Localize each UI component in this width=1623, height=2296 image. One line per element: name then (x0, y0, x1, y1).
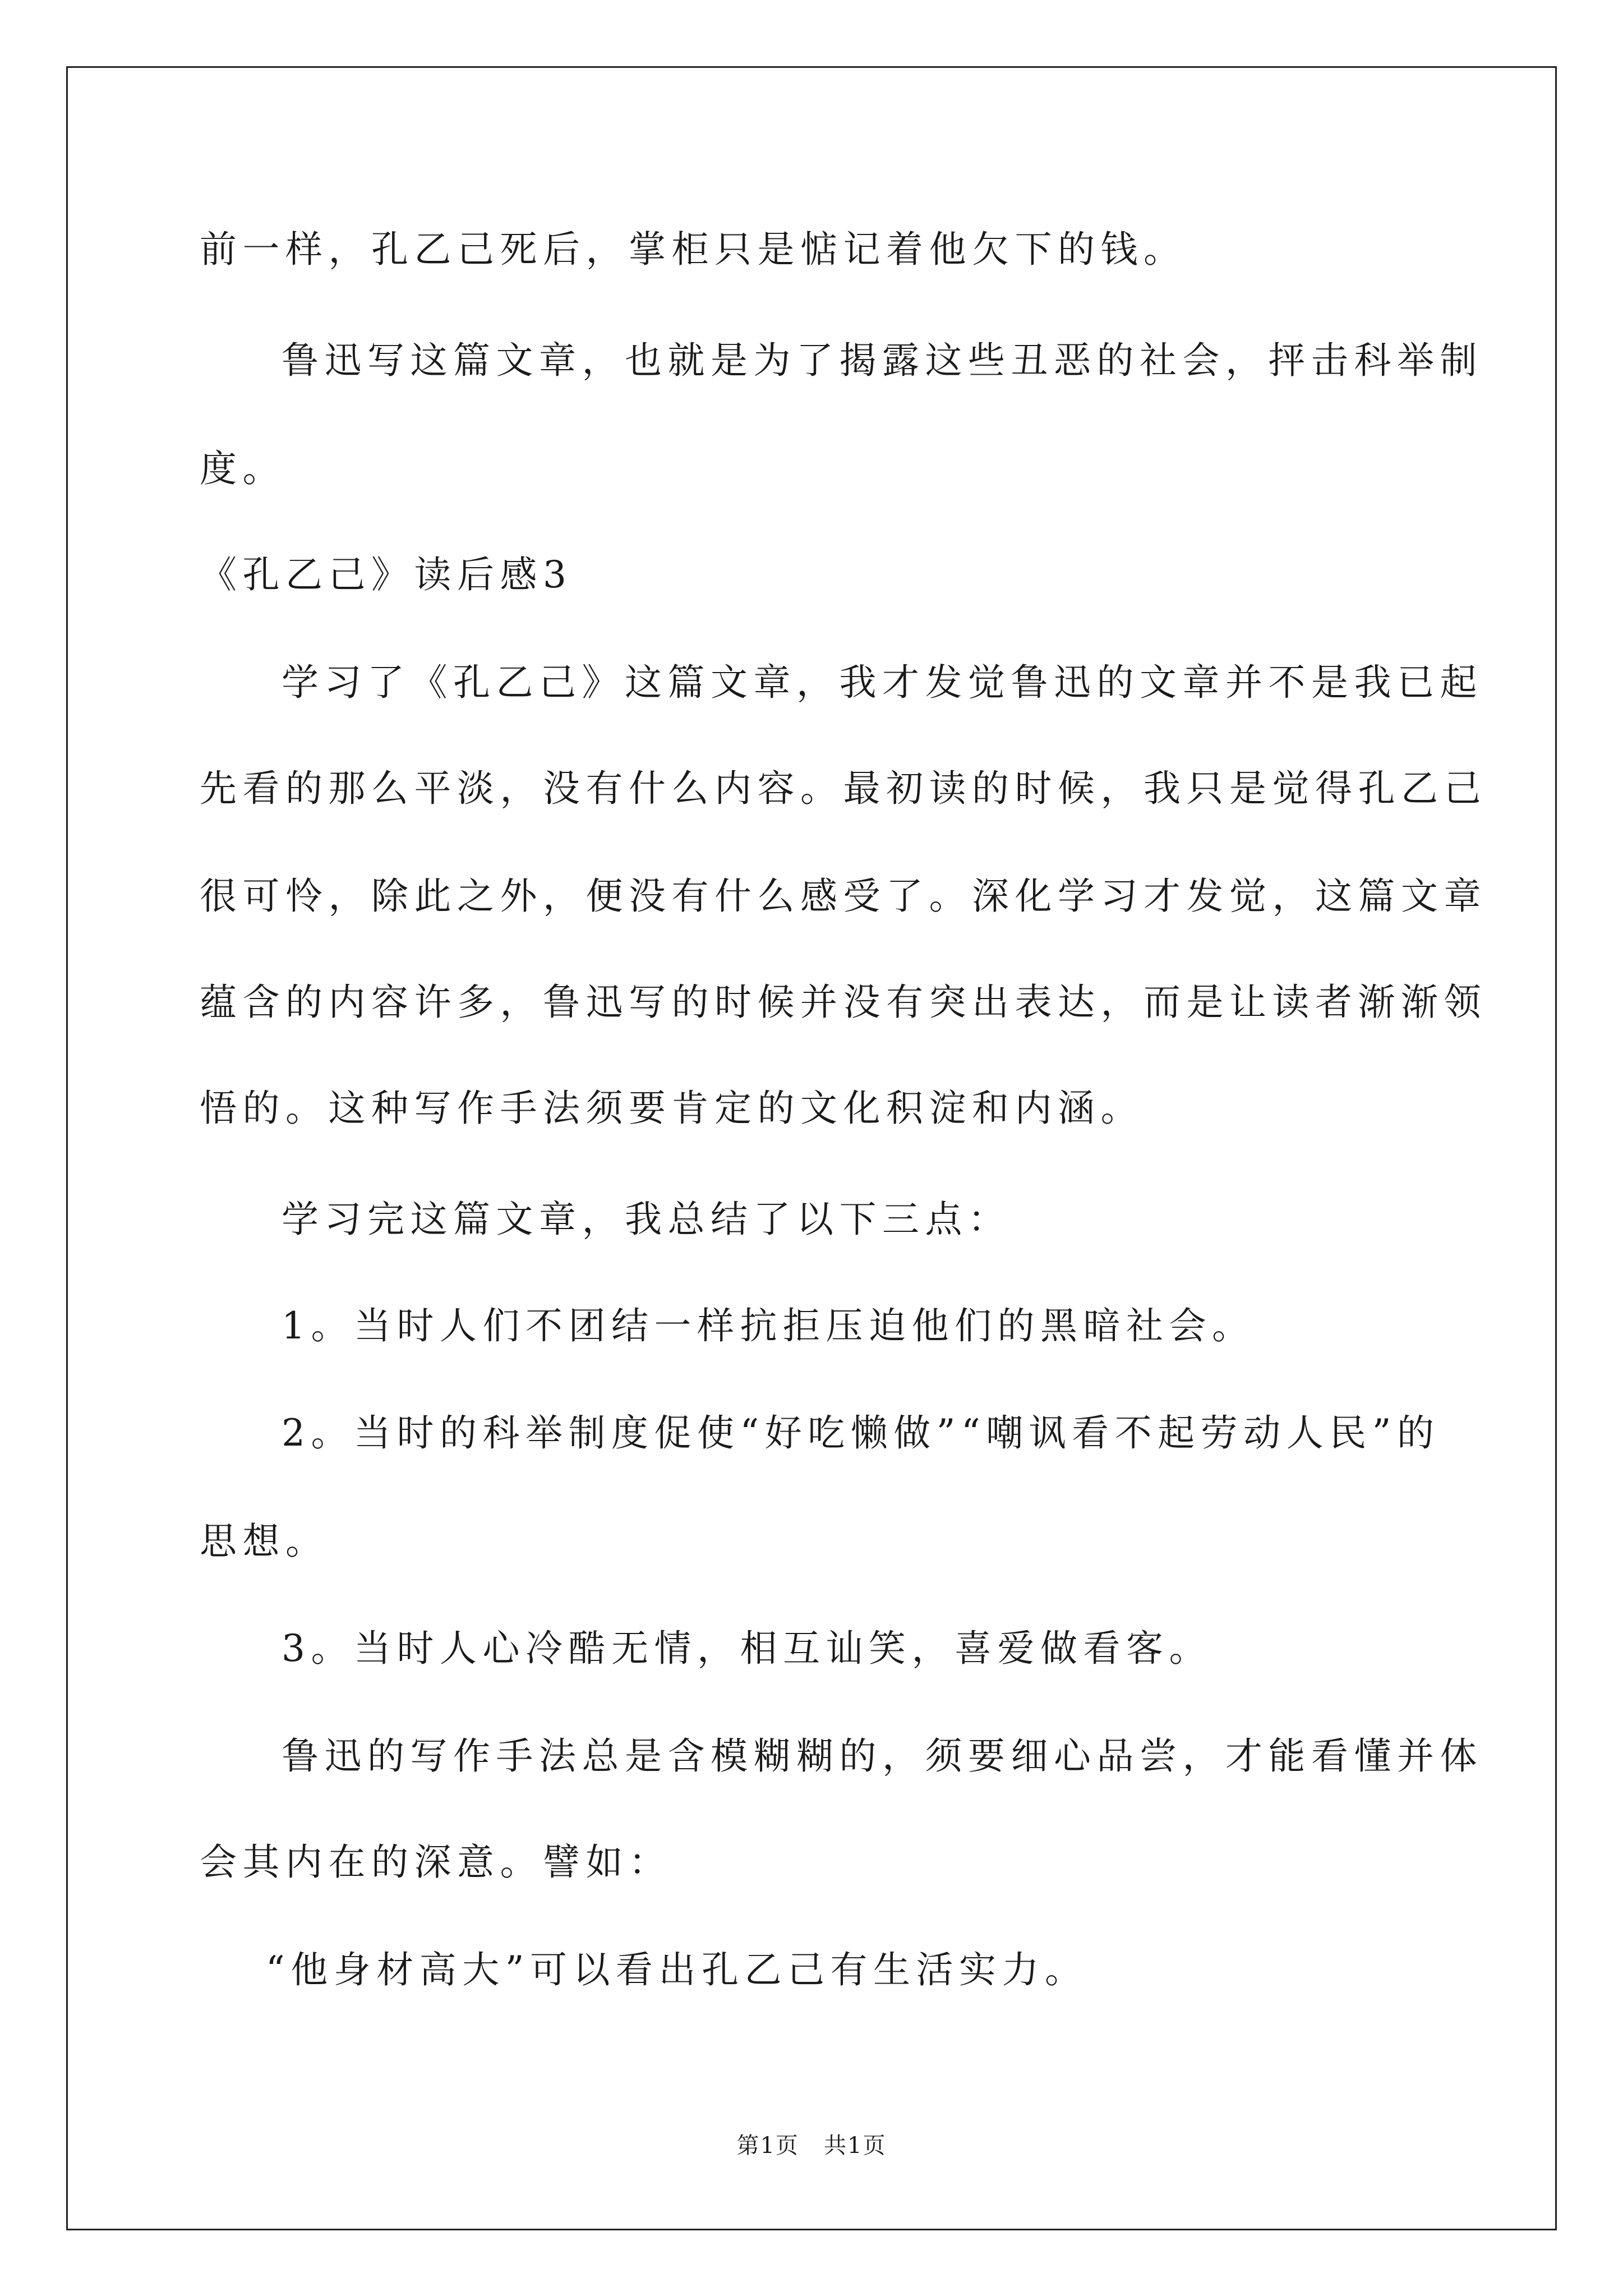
text-line-9: 悟的。这种写作手法须要肯定的文化积淀和内涵。 (200, 1087, 1144, 1130)
text-line-10: 学习完这篇文章，我总结了以下三点： (282, 1198, 1011, 1241)
list-item-2: 2。当时的科举制度促使“好吃懒做”“嘲讽看不起劳动人民”的 (282, 1411, 1440, 1455)
text-line-3: 度。 (200, 447, 285, 490)
text-line-17: “他身材高大”可以看出孔乙己有生活实力。 (266, 1948, 1088, 1991)
text-line-15: 鲁迅的写作手法总是含模糊糊的，须要细心品尝，才能看懂并体 (282, 1734, 1483, 1778)
text-line-13: 思想。 (200, 1520, 329, 1563)
page-border (66, 66, 1557, 2230)
list-item-1: 1。当时人们不团结一样抗拒压迫他们的黑暗社会。 (282, 1304, 1255, 1347)
text-line-5: 学习了《孔乙己》这篇文章，我才发觉鲁迅的文章并不是我已起 (282, 661, 1483, 704)
text-line-2: 鲁迅写这篇文章，也就是为了揭露这些丑恶的社会，抨击科举制 (282, 339, 1483, 382)
text-line-7: 很可怜，除此之外，便没有什么感受了。深化学习才发觉，这篇文章 (200, 875, 1487, 918)
list-item-3: 3。当时人心冷酷无情，相互讪笑，喜爱做看客。 (282, 1627, 1212, 1670)
section-heading: 《孔乙己》读后感3 (200, 553, 573, 596)
page-footer: 第1页 共1页 (736, 2133, 887, 2159)
text-line-16: 会其内在的深意。譬如： (200, 1841, 672, 1884)
text-line-8: 蕴含的内容许多，鲁迅写的时候并没有突出表达，而是让读者渐渐领 (200, 981, 1487, 1024)
text-line-6: 先看的那么平淡，没有什么内容。最初读的时候，我只是觉得孔乙己 (200, 767, 1487, 810)
text-line-1: 前一样，孔乙己死后，掌柜只是惦记着他欠下的钱。 (200, 228, 1187, 271)
